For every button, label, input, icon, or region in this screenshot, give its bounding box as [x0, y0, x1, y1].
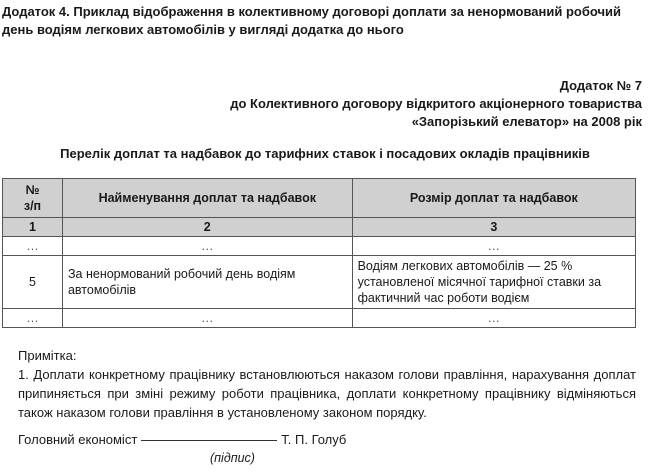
row-number: 5: [3, 256, 63, 309]
appendix-company-line: «Запорізький елеватор» на 2008 рік: [411, 114, 642, 129]
appendix-reference: [230, 77, 642, 131]
appendix-contract-line: до Колективного договору відкритого акціонерного товариства: [230, 96, 642, 111]
signature-underline: [141, 440, 277, 441]
ellipsis-cell: …: [62, 237, 352, 256]
column-number-1: 1: [3, 218, 63, 237]
table-row-ellipsis: [3, 237, 636, 256]
ellipsis-cell: …: [3, 237, 63, 256]
table-row-ellipsis: [3, 309, 636, 328]
header-number-sign: №: [25, 183, 40, 197]
row-allowance-size: Водіям легкових автомобілів — 25 % установленої місячної тарифної ставки за фактичний час роботи водієм: [352, 256, 635, 309]
heading-line-1: Додаток 4. Приклад відображення в колективному договорі доплати за ненормований робочий: [2, 4, 622, 19]
table-row: [3, 256, 636, 309]
allowances-table: [2, 178, 636, 328]
table-column-numbers-row: [3, 218, 636, 237]
header-number: [3, 179, 63, 218]
note-text: 1. Доплати конкретному працівнику встановлюються наказом голови правління, нарахування доплат припиняється при зміні режиму роботи працівника, доплати конкретному працівнику відміняються також наказом голови правління в установленому законом порядку.: [18, 367, 636, 420]
table-header-row: [3, 179, 636, 218]
note-title: Примітка:: [18, 348, 77, 363]
note-block: [18, 346, 636, 422]
signature-line: [18, 431, 346, 449]
header-number-abbr: з/п: [23, 199, 42, 213]
heading-line-2: день водіям легкових автомобілів у вигляді додатка до нього: [2, 22, 404, 37]
document-heading: [2, 3, 644, 39]
ellipsis-cell: …: [3, 309, 63, 328]
signature-position: Головний економіст: [18, 432, 138, 447]
signature-name: Т. П. Голуб: [281, 432, 347, 447]
list-title: Перелік доплат та надбавок до тарифних ставок і посадових окладів працівників: [60, 146, 590, 161]
column-number-3: 3: [352, 218, 635, 237]
signature-caption: (підпис): [210, 451, 255, 465]
header-name: Найменування доплат та надбавок: [62, 179, 352, 218]
header-size: Розмір доплат та надбавок: [352, 179, 635, 218]
ellipsis-cell: …: [352, 309, 635, 328]
ellipsis-cell: …: [62, 309, 352, 328]
appendix-number: Додаток № 7: [559, 78, 642, 93]
column-number-2: 2: [62, 218, 352, 237]
ellipsis-cell: …: [352, 237, 635, 256]
row-allowance-name: За ненормований робочий день водіям автомобілів: [62, 256, 352, 309]
